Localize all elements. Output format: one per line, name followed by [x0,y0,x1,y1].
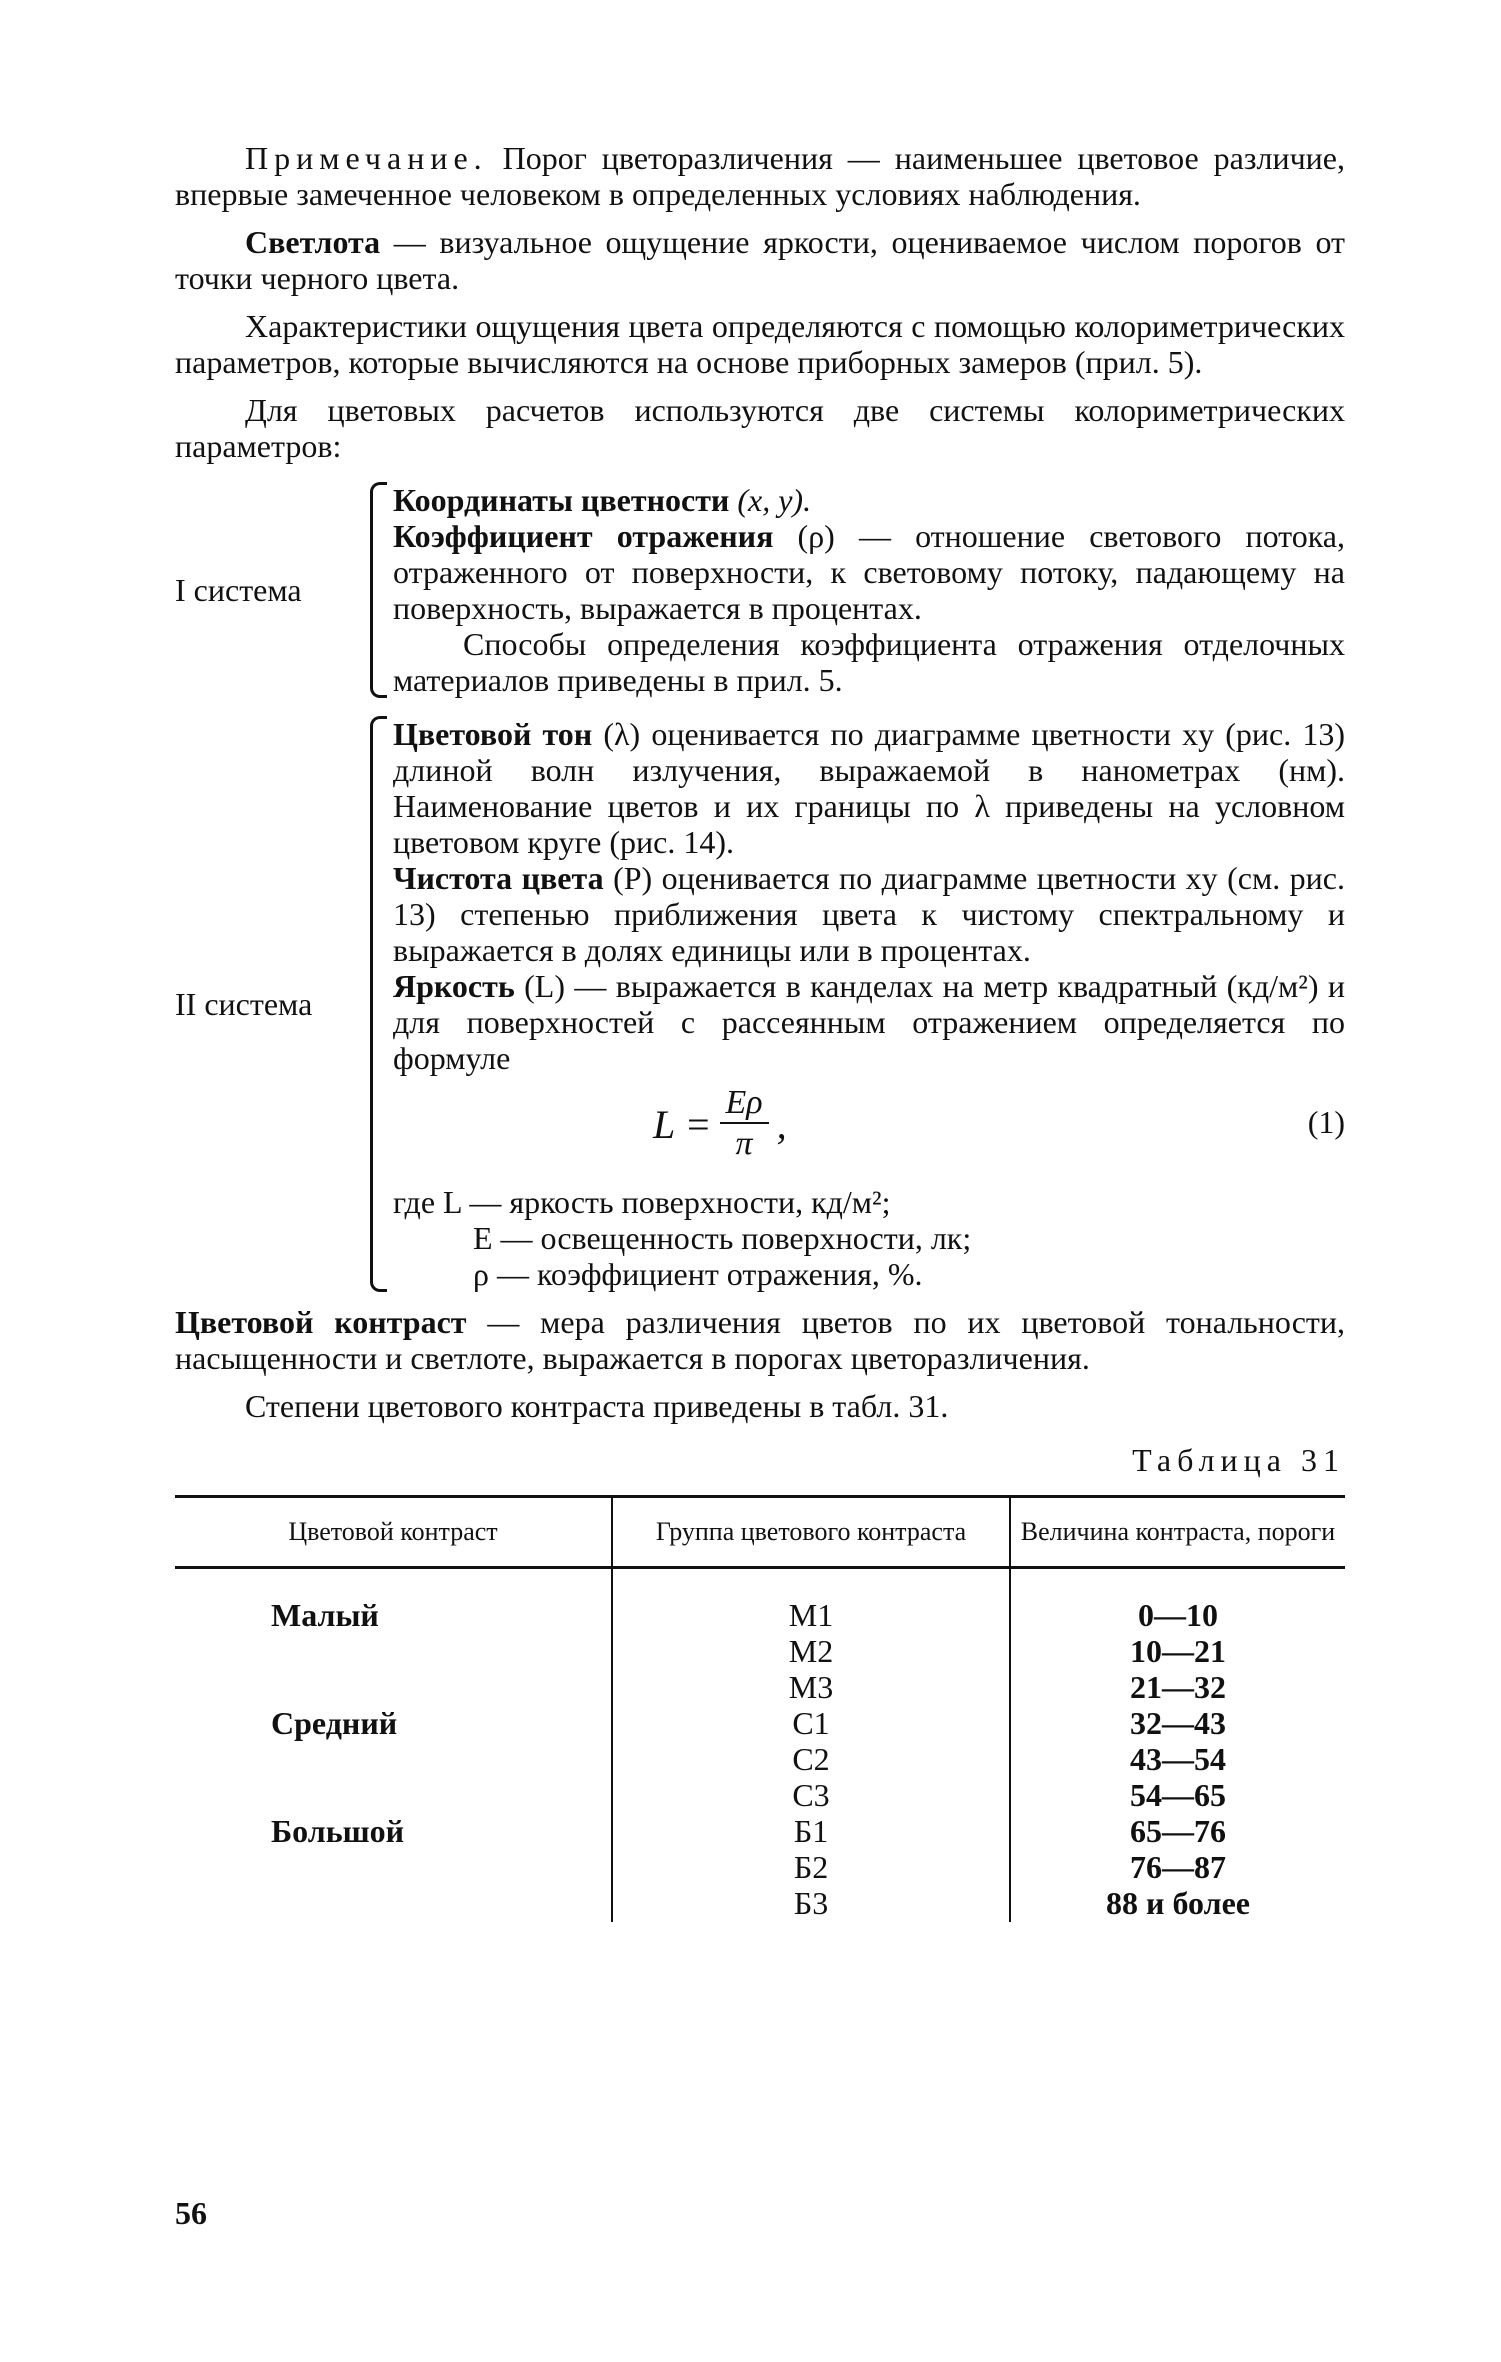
value-cell: 43—54 [1130,1741,1226,1777]
group-list [614,1597,1008,1921]
category-cell [176,1741,610,1777]
contrast-table [175,1495,1345,1922]
system-two-block [175,716,1345,1292]
formula-denominator: π [735,1125,753,1162]
group-column [612,1568,1010,1923]
lightness-paragraph [175,224,1345,296]
where-line-3: ρ — коэффициент отражения, %. [473,1256,923,1292]
where-line-1: где L — яркость поверхности, кд/м²; [393,1184,891,1220]
category-cell: Средний [271,1705,398,1741]
category-cell [176,1885,610,1921]
contrast-term: Цветовой контраст [175,1304,467,1340]
hue-text: (λ) оценивается по диаграмме цветности xy (рис. 13) длиной волн излучения, выражаемой в нанометрах (нм). Наименование цветов и их границы по λ приведены на условном цветовом круге (рис. 14). [393,716,1346,860]
table-title: Таблица 31 [1132,1442,1345,1478]
group-cell: Б3 [793,1885,829,1921]
methods-paragraph: Способы определения коэффициента отражения отделочных материалов приведены в прил. 5. [393,626,1345,698]
group-cell: М2 [788,1633,834,1669]
where-line-2: E — освещенность поверхности, лк; [473,1220,972,1256]
note-label: Примечание. [245,140,488,176]
lightness-text: — визуальное ощущение яркости, оцениваемое числом порогов от точки черного цвета. [175,224,1345,296]
systems-paragraph: Для цветовых расчетов используются две системы колориметрических параметров: [175,392,1345,464]
group-cell: М1 [788,1597,834,1633]
where-block [393,1184,1345,1292]
value-cell: 65—76 [1130,1813,1226,1849]
note-text: Порог цветоразличения — наименьшее цветовое различие, впервые замеченное человеком в определенных условиях наблюдения. [175,140,1345,212]
group-cell: С1 [792,1705,830,1741]
formula-row [393,1076,1345,1176]
system-one-block [175,482,1345,698]
coords-line [393,482,1345,518]
group-cell: С2 [792,1741,830,1777]
value-cell: 21—32 [1130,1669,1226,1705]
contrast-text: — мера различения цветов по их цветовой тональности, насыщенности и светлоте, выражается в порогах цветоразличения. [175,1304,1346,1376]
category-cell: Большой [271,1813,405,1849]
coef-term: Коэффициент отражения [393,518,774,554]
system-two-body [393,716,1345,1292]
formula-comma: , [776,1101,787,1147]
value-cell: 76—87 [1130,1849,1226,1885]
group-cell: Б2 [793,1849,829,1885]
header-contrast: Цветовой контраст [175,1497,612,1568]
value-cell: 0—10 [1138,1597,1218,1633]
hue-term: Цветовой тон [393,716,593,752]
contrast-paragraph [175,1304,1345,1376]
lightness-term: Светлота [245,224,381,260]
purity-text: (P) оценивается по диаграмме цветности xy (см. рис. 13) степенью приближения цвета к чистому спектральному и выражается в долях единицы или в процентах. [393,860,1346,968]
category-cell: Малый [271,1597,379,1633]
group-cell: С3 [792,1777,830,1813]
brightness-term: Яркость [393,968,515,1004]
brightness-paragraph [393,968,1345,1076]
system-two-label: II система [175,986,313,1022]
coords-term: Координаты цветности [393,482,730,518]
purity-paragraph [393,860,1345,968]
category-cell [176,1777,610,1813]
coords-symbols: (x, y). [729,482,812,518]
header-group: Группа цветового контраста [612,1497,1010,1568]
category-cell [176,1669,610,1705]
formula-lhs: L = [653,1101,712,1147]
header-value: Величина контраста, пороги [1010,1497,1345,1568]
table-body-row [175,1568,1345,1923]
note-paragraph [175,140,1345,212]
formula-numerator: Eρ [720,1084,769,1124]
value-column [1010,1568,1345,1923]
purity-term: Чистота цвета [393,860,604,896]
coef-paragraph [393,518,1345,626]
group-cell: Б1 [793,1813,829,1849]
category-cell [176,1849,610,1885]
group-cell: М3 [788,1669,834,1705]
characteristics-paragraph: Характеристики ощущения цвета определяются с помощью колориметрических параметров, которые вычисляются на основе приборных замеров (прил. 5). [175,308,1345,380]
hue-paragraph [393,716,1345,860]
value-cell: 54—65 [1130,1777,1226,1813]
degrees-paragraph: Степени цветового контраста приведены в табл. 31. [245,1388,949,1424]
value-list [1012,1597,1344,1921]
system-two-brace [370,716,387,1292]
brightness-formula [653,1084,787,1164]
brightness-text: (L) — выражается в канделах на метр квадратный (кд/м²) и для поверхностей с рассеянным отражением определяется по формуле [393,968,1345,1076]
category-column [175,1568,612,1923]
coef-text: (ρ) — отношение светового потока, отраженного от поверхности, к световому потоку, падающему на поверхность, выражается в процентах. [393,518,1345,626]
table-header-row [175,1497,1345,1568]
system-one-body [393,482,1345,698]
document-page [175,140,1345,1922]
value-cell: 32—43 [1130,1705,1226,1741]
page-number: 56 [175,2195,207,2231]
system-one-label: I система [175,572,302,608]
formula-number: (1) [1307,1104,1345,1140]
system-one-brace [370,482,387,698]
value-cell: 88 и более [1106,1885,1250,1921]
category-cell [176,1633,610,1669]
value-cell: 10—21 [1130,1633,1226,1669]
formula-fraction [720,1084,769,1164]
category-list [176,1597,610,1921]
